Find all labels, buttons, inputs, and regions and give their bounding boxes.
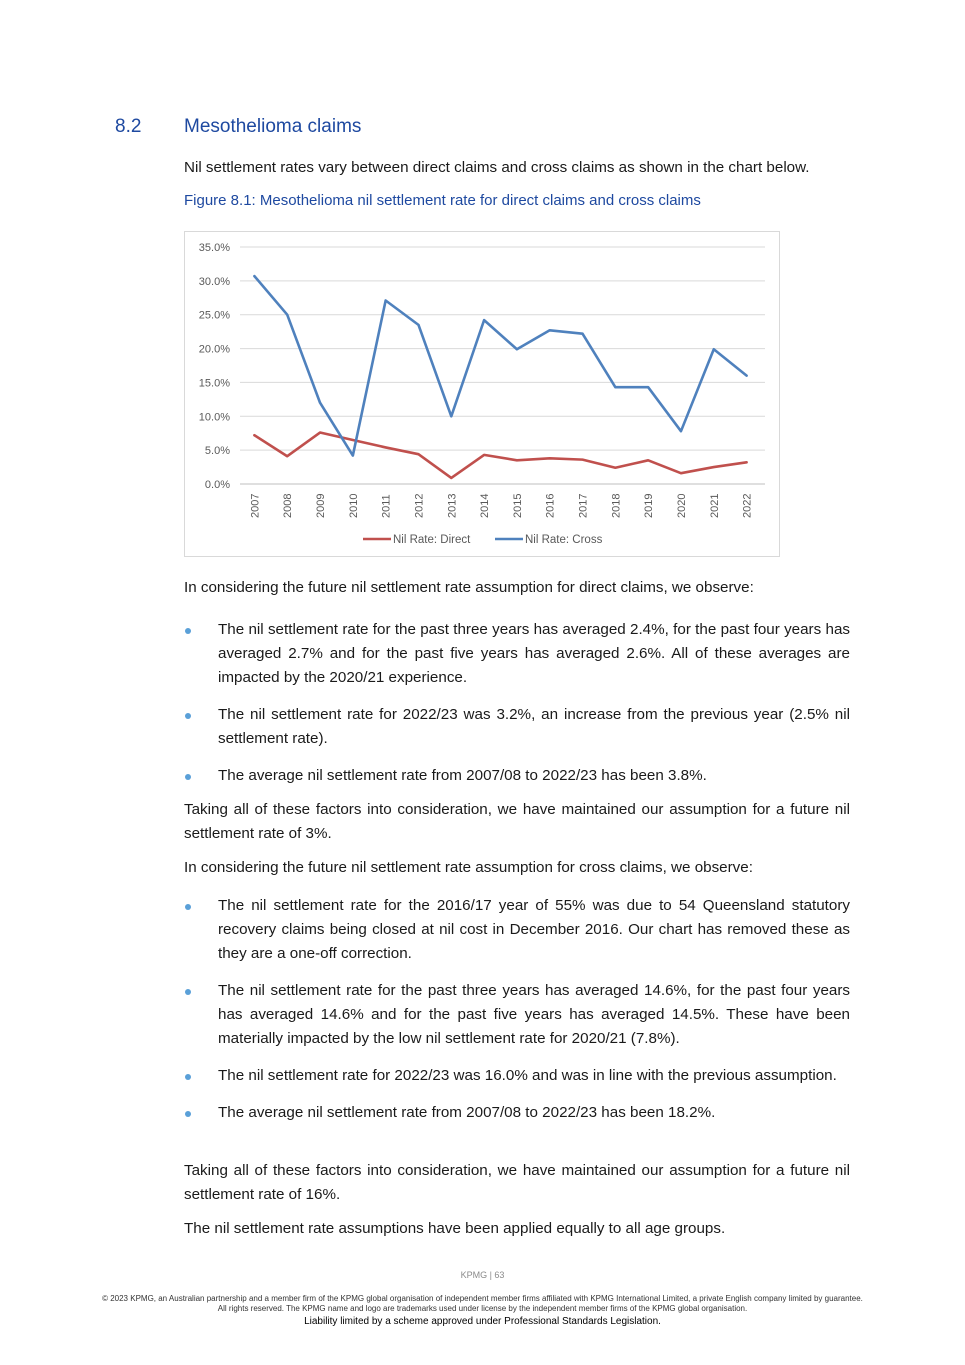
legend-label: Nil Rate: Cross xyxy=(525,534,603,546)
x-tick-label: 2007 xyxy=(249,493,262,518)
list-item: The nil settlement rate for 2022/23 was 16.0% and was in line with the previous assumption. xyxy=(184,1064,850,1088)
y-tick-label: 15.0% xyxy=(198,377,230,390)
list-item: The nil settlement rate for the past three years has averaged 2.4%, for the past four years has averaged 2.7% and for the past five years has averaged 2.6%. All of these averages are impacted by the 2020/21 experience. xyxy=(184,618,850,690)
list-item: The nil settlement rate for the past three years has averaged 14.6%, for the past four years has averaged 14.6% and for the past five years has averaged 14.5%. These have been materially impacted by the low nil settlement rate for 2020/21 (7.8%). xyxy=(184,979,850,1051)
y-tick-label: 0.0% xyxy=(204,479,230,491)
bullet-icon xyxy=(185,774,191,780)
section-number: 8.2 xyxy=(115,116,142,137)
direct-intro: In considering the future nil settlement rate assumption for direct claims, we observe: xyxy=(184,579,754,596)
x-tick-label: 2011 xyxy=(380,494,393,518)
cross-bullet-list xyxy=(184,894,850,1125)
y-tick-label: 30.0% xyxy=(198,275,230,288)
list-item: The average nil settlement rate from 2007/08 to 2022/23 has been 3.8%. xyxy=(184,764,850,788)
y-tick-label: 20.0% xyxy=(198,343,230,356)
x-tick-label: 2010 xyxy=(347,493,360,518)
series-line-cross xyxy=(254,276,746,455)
series-line-direct xyxy=(254,433,746,478)
x-tick-label: 2020 xyxy=(675,493,688,518)
chart-container xyxy=(184,231,780,557)
intro-paragraph: Nil settlement rates vary between direct claims and cross claims as shown in the chart below. xyxy=(184,159,810,176)
x-tick-label: 2019 xyxy=(643,493,656,518)
page-number: KPMG | 63 xyxy=(460,1270,505,1280)
direct-bullet-list xyxy=(184,618,850,788)
x-tick-label: 2013 xyxy=(446,493,459,518)
x-tick-label: 2021 xyxy=(708,493,721,518)
y-tick-label: 25.0% xyxy=(198,309,230,322)
list-item: The nil settlement rate for 2022/23 was 3.2%, an increase from the previous year (2.5% nil settlement rate). xyxy=(184,703,850,751)
x-tick-label: 2009 xyxy=(315,493,328,518)
figure-caption: Figure 8.1: Mesothelioma nil settlement rate for direct claims and cross claims xyxy=(184,192,701,209)
x-tick-label: 2014 xyxy=(479,493,492,518)
y-tick-label: 35.0% xyxy=(198,242,230,254)
x-tick-label: 2018 xyxy=(610,493,623,518)
line-chart xyxy=(185,232,781,558)
x-tick-label: 2008 xyxy=(282,493,295,518)
direct-conclusion: Taking all of these factors into consideration, we have maintained our assumption for a future nil settlement rate of 3%. xyxy=(184,801,850,842)
cross-conclusion: Taking all of these factors into consideration, we have maintained our assumption for a future nil settlement rate of 16%. xyxy=(184,1162,850,1203)
x-tick-label: 2015 xyxy=(511,493,524,518)
y-tick-label: 10.0% xyxy=(198,411,230,424)
bullet-icon xyxy=(185,628,191,634)
bullet-icon xyxy=(185,713,191,719)
liability-notice: Liability limited by a scheme approved under Professional Standards Legislation. xyxy=(304,1316,661,1327)
y-tick-label: 5.0% xyxy=(204,445,230,458)
x-tick-label: 2017 xyxy=(577,493,590,518)
bullet-icon xyxy=(185,1111,191,1117)
bullet-icon xyxy=(185,904,191,910)
copyright-notice: © 2023 KPMG, an Australian partnership and a member firm of the KPMG global organisation of independent member firms affiliated with KPMG International Limited, a private English company limited by guarantee. All rights reserved. The KPMG name and logo are trademarks used under license by the independent member firms of the KPMG global organisation. xyxy=(102,1294,863,1313)
bullet-icon xyxy=(185,1074,191,1080)
bullet-icon xyxy=(185,989,191,995)
x-tick-label: 2022 xyxy=(741,493,754,518)
x-tick-label: 2012 xyxy=(413,493,426,518)
section-title: Mesothelioma claims xyxy=(184,116,362,137)
cross-intro: In considering the future nil settlement rate assumption for cross claims, we observe: xyxy=(184,859,753,876)
closing-paragraph: The nil settlement rate assumptions have been applied equally to all age groups. xyxy=(184,1220,726,1237)
legend-label: Nil Rate: Direct xyxy=(393,534,471,546)
x-tick-label: 2016 xyxy=(544,493,557,518)
list-item: The nil settlement rate for the 2016/17 year of 55% was due to 54 Queensland statutory recovery claims being closed at nil cost in December 2016. Our chart has removed these as they are a one-off correction. xyxy=(184,894,850,966)
list-item: The average nil settlement rate from 2007/08 to 2022/23 has been 18.2%. xyxy=(184,1101,850,1125)
